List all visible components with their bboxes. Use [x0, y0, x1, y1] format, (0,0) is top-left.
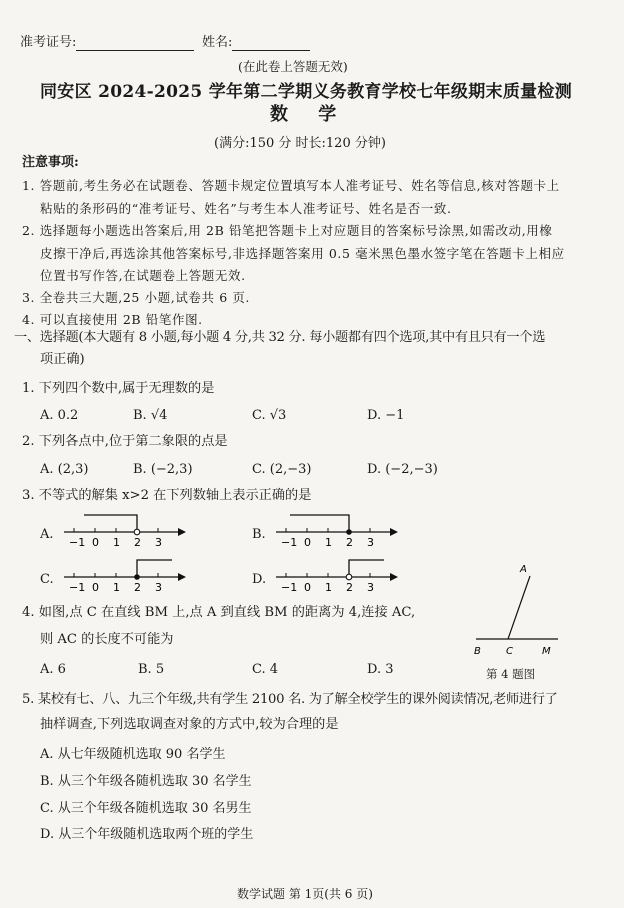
number-line-a: [60, 510, 190, 550]
q3-option-c: C.: [40, 572, 54, 587]
tick-label: 0: [92, 581, 99, 594]
q1-option-c: C. √3: [252, 408, 287, 423]
section-heading: 一、选择题(本大题有 8 小题,每小题 4 分,共 32 分. 每小题都有四个选项,其中有且只有一个选: [14, 330, 546, 345]
figure-caption: 第 4 题图: [486, 667, 536, 681]
score-info: (满分:150 分 时长:120 分钟): [214, 136, 386, 151]
label-b: B: [474, 646, 481, 657]
exam-number-field: [20, 35, 194, 51]
q4-option-c: C. 4: [252, 662, 279, 677]
tick-label: 3: [155, 536, 162, 549]
question-5-stem-cont: 抽样调查,下列选取调查对象的方式中,较为合理的是: [40, 717, 339, 732]
q3-option-b: B.: [252, 527, 266, 542]
q5-option-d: D. 从三个年级随机选取两个班的学生: [40, 827, 254, 842]
q4-option-d: D. 3: [367, 662, 394, 677]
label-a: A: [520, 564, 527, 575]
q2-option-a: A. (2,3): [40, 462, 89, 477]
tick-label: 1: [325, 536, 332, 549]
tick-label: −1: [69, 536, 86, 549]
q4-option-a: A. 6: [40, 662, 66, 677]
tick-label: 3: [155, 581, 162, 594]
page-footer: 数学试题 第 1页(共 6 页): [237, 887, 373, 901]
tick-label: 3: [367, 536, 374, 549]
tick-label: 3: [367, 581, 374, 594]
question-1-stem: 1. 下列四个数中,属于无理数的是: [22, 381, 215, 396]
tick-label: 2: [346, 581, 353, 594]
notice-line: 位置书写作答,在试题卷上答题无效.: [40, 268, 246, 283]
tick-label: −1: [281, 536, 298, 549]
tick-label: 0: [304, 581, 311, 594]
tick-label: −1: [69, 581, 86, 594]
tick-label: 2: [346, 536, 353, 549]
notice-line: 皮擦干净后,再选涂其他答案标号,非选择题答案用 0.5 毫米黑色墨水签字笔在答题卡上相应: [40, 246, 565, 261]
tick-label: −1: [281, 581, 298, 594]
question-2-stem: 2. 下列各点中,位于第二象限的点是: [22, 434, 228, 449]
exam-number-blank: [76, 38, 194, 51]
tick-label: 1: [113, 581, 120, 594]
invalid-note: (在此卷上答题无效): [238, 59, 348, 74]
question-4-stem-cont: 则 AC 的长度不可能为: [40, 632, 174, 647]
segment-ac: [508, 576, 530, 639]
q4-option-b: B. 5: [138, 662, 165, 677]
question-5-stem: 5. 某校有七、八、九三个年级,共有学生 2100 名. 为了解全校学生的课外阅读情况,老师进行了: [22, 692, 558, 707]
name-field: [202, 35, 310, 51]
page-title: 同安区 2024-2025 学年第二学期义务教育学校七年级期末质量检测: [40, 82, 573, 102]
q1-option-b: B. √4: [133, 408, 168, 423]
q2-option-b: B. (−2,3): [133, 462, 193, 477]
tick-label: 2: [134, 581, 141, 594]
notice-line: 3. 全卷共三大题,25 小题,试卷共 6 页.: [22, 290, 250, 305]
question-4-stem: 4. 如图,点 C 在直线 BM 上,点 A 到直线 BM 的距离为 4,连接 AC,: [22, 605, 416, 620]
exam-number-label: 准考证号:: [20, 35, 77, 50]
tick-label: 0: [304, 536, 311, 549]
notice-line: 粘贴的条形码的“准考证号、姓名”与考生本人准考证号、姓名是否一致.: [40, 201, 452, 216]
q5-option-b: B. 从三个年级各随机选取 30 名学生: [40, 774, 252, 789]
q2-option-d: D. (−2,−3): [367, 462, 438, 477]
tick-label: 2: [134, 536, 141, 549]
tick-label: 0: [92, 536, 99, 549]
name-label: 姓名:: [202, 35, 233, 50]
notice-line: 1. 答题前,考生务必在试题卷、答题卡规定位置填写本人准考证号、姓名等信息,核对答题卡上: [22, 178, 560, 193]
q5-option-a: A. 从七年级随机选取 90 名学生: [40, 747, 226, 762]
name-blank: [232, 38, 310, 51]
q5-option-c: C. 从三个年级各随机选取 30 名男生: [40, 801, 252, 816]
subject-title: 数 学: [270, 104, 349, 125]
question-3-stem: 3. 不等式的解集 x>2 在下列数轴上表示正确的是: [22, 488, 312, 503]
number-line-c: [60, 555, 190, 595]
q4-figure: [466, 560, 566, 660]
tick-label: 1: [113, 536, 120, 549]
label-c: C: [506, 646, 513, 657]
number-line-d: [272, 555, 402, 595]
label-m: M: [542, 646, 551, 657]
q3-option-a: A.: [40, 527, 54, 542]
q3-option-d: D.: [252, 572, 267, 587]
tick-label: 1: [325, 581, 332, 594]
section-heading-cont: 项正确): [40, 352, 85, 367]
notice-heading: 注意事项:: [22, 155, 79, 170]
notice-line: 2. 选择题每小题选出答案后,用 2B 铅笔把答题卡上对应题目的答案标号涂黑,如需改动,用橡: [22, 223, 553, 238]
q2-option-c: C. (2,−3): [252, 462, 312, 477]
q1-option-a: A. 0.2: [40, 408, 79, 423]
q1-option-d: D. −1: [367, 408, 405, 423]
notice-line: 4. 可以直接使用 2B 铅笔作图.: [22, 312, 203, 327]
number-line-b: [272, 510, 402, 550]
